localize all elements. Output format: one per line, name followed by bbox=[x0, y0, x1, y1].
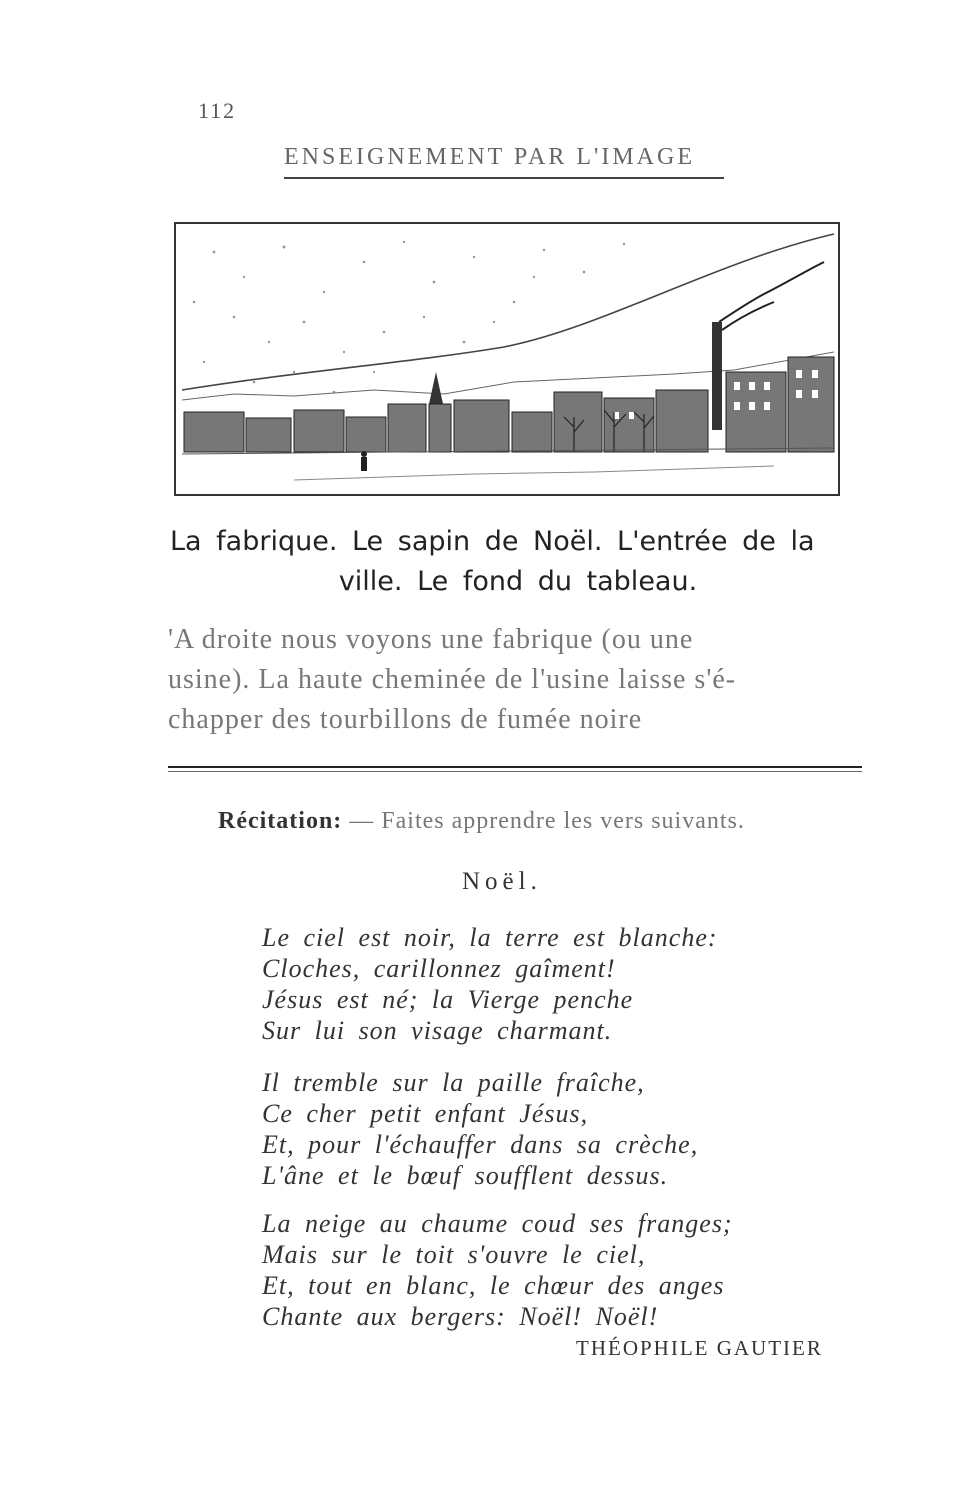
poem-line: Et, pour l'échauffer dans sa crèche, bbox=[262, 1130, 699, 1159]
poem-author: THÉOPHILE GAUTIER bbox=[576, 1336, 823, 1360]
poem-line: Le ciel est noir, la terre est blanche: bbox=[262, 923, 718, 952]
illustration-caption bbox=[168, 522, 868, 602]
poem-stanza-3 bbox=[262, 1208, 842, 1332]
person-figure-icon bbox=[361, 451, 367, 471]
poem-stanza-1 bbox=[262, 922, 842, 1046]
paragraph-line-1: 'A droite nous voyons une fabrique (ou une bbox=[168, 624, 694, 655]
poem-line: Cloches, carillonnez gaîment! bbox=[262, 954, 616, 983]
paragraph-line-2: usine). La haute cheminée de l'usine laisse s'é- bbox=[168, 664, 737, 695]
poem-stanza-2 bbox=[262, 1067, 842, 1191]
paragraph-line-3: chapper des tourbillons de fumée noire bbox=[168, 704, 643, 735]
poem-line: L'âne et le bœuf soufflent dessus. bbox=[262, 1161, 669, 1190]
factory-town-illustration bbox=[174, 222, 840, 498]
section-divider bbox=[168, 766, 862, 768]
description-paragraph bbox=[168, 620, 862, 740]
poem-line: Mais sur le toit s'ouvre le ciel, bbox=[262, 1240, 646, 1269]
chimney-icon bbox=[712, 322, 722, 430]
poem-line: Chante aux bergers: Noël! Noël! bbox=[262, 1302, 659, 1331]
recitation-instruction bbox=[218, 808, 838, 835]
poem-line: La neige au chaume coud ses franges; bbox=[262, 1209, 733, 1238]
poem-line: Sur lui son visage charmant. bbox=[262, 1016, 613, 1045]
section-divider-thin bbox=[168, 771, 862, 772]
recitation-text: — Faites apprendre les vers suivants. bbox=[349, 808, 745, 834]
caption-line-2: ville. Le fond du tableau. bbox=[338, 566, 698, 597]
recitation-label: Récitation: bbox=[218, 808, 343, 834]
running-head-rule bbox=[284, 177, 724, 179]
poem-line: Jésus est né; la Vierge penche bbox=[262, 985, 634, 1014]
poem-title: Noël. bbox=[462, 868, 542, 895]
poem-line: Il tremble sur la paille fraîche, bbox=[262, 1068, 645, 1097]
page-number: 112 bbox=[198, 98, 237, 123]
poem-line: Ce cher petit enfant Jésus, bbox=[262, 1099, 589, 1128]
caption-line-1: La fabrique. Le sapin de Noël. L'entrée de la bbox=[170, 526, 815, 557]
poem-line: Et, tout en blanc, le chœur des anges bbox=[262, 1271, 725, 1300]
running-head: ENSEIGNEMENT PAR L'IMAGE bbox=[284, 144, 695, 170]
